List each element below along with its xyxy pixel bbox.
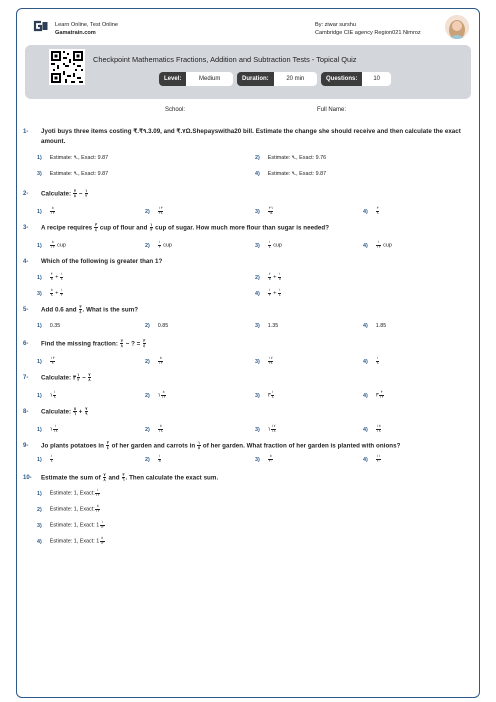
option-1[interactable]: 1) $\frac{٥}{١٢}$ cup bbox=[37, 240, 66, 249]
question-text: Calculate: $\frac{٧}{٨}$ − $\frac{١}{٢}$ bbox=[41, 188, 88, 199]
option-3[interactable]: 3) $\frac{١٧}{٢٤}$ bbox=[255, 356, 273, 365]
option-1[interactable]: 1) $\frac{١}{٤}$ bbox=[37, 454, 53, 463]
questions-badge bbox=[321, 72, 391, 86]
question-text: Jyoti buys three items costing ₹.₹٩.3.09, and ₹.٧Ω.Shepayswitha20 bill. Estimate the change she should receive and then calculate the exact amount. bbox=[41, 128, 461, 145]
option-1[interactable]: 1) Estimate: 1, Exact: $\frac{١}{١٢}$ bbox=[37, 488, 100, 497]
quiz-banner bbox=[25, 45, 471, 99]
option-2[interactable]: 2) Estimate: 1, Exact: $\frac{٥}{١٢}$ bbox=[37, 504, 100, 513]
school-field[interactable]: School: bbox=[165, 107, 186, 113]
duration-label: Duration: bbox=[237, 72, 274, 86]
full-name-field[interactable]: Full Name: bbox=[317, 107, 347, 113]
option-3[interactable]: 3) 1.35 bbox=[255, 323, 279, 329]
option-4[interactable]: 4) 1.85 bbox=[363, 323, 387, 329]
option-3[interactable]: 3) Estimate: ٩., Exact: 9.87 bbox=[37, 171, 109, 177]
author-info bbox=[315, 21, 421, 37]
site-tagline: Learn Online, Test Online bbox=[55, 22, 119, 28]
author-avatar bbox=[445, 15, 469, 39]
option-4[interactable]: 4) $\frac{٣}{٨}$ bbox=[363, 206, 379, 215]
question-text: Add 0.6 and $\frac{٣}{٤}$ . What is the sum? bbox=[41, 304, 139, 315]
option-4[interactable]: 4) Estimate: 1, Exact: 1 $\frac{٥}{١٢}$ bbox=[37, 536, 105, 545]
option-2[interactable]: 2) Estimate: ٩., Exact: 9.76 bbox=[255, 155, 327, 161]
qr-code-icon[interactable] bbox=[49, 49, 85, 85]
option-1[interactable]: 1) $\frac{٥}{١٢}$ bbox=[37, 206, 55, 215]
avatar-icon bbox=[445, 15, 469, 39]
author-name: By: ziwar surshu bbox=[315, 22, 357, 28]
option-4[interactable]: 4) $\frac{١}{٨}$ bbox=[363, 356, 379, 365]
question-text: Estimate the sum of $\frac{٧}{٨}$ and $\frac{٣}{٦}$ . Then calculate the exact sum. bbox=[41, 472, 219, 483]
option-2[interactable]: 2) $\frac{٢}{٥}$ + $\frac{١}{٥}$ bbox=[255, 272, 281, 281]
option-4[interactable]: 4) $\frac{١١}{٢٠}$ bbox=[363, 454, 381, 463]
question-number: 9- bbox=[23, 443, 29, 449]
option-2[interactable]: 2) $\frac{١}{٢}$ cup bbox=[145, 240, 172, 249]
page-header bbox=[17, 9, 479, 43]
quiz-title: Checkpoint Mathematics Fractions, Addition and Subtraction Tests - Topical Quiz bbox=[93, 55, 357, 64]
option-4[interactable]: 4) $\frac{١}{٣}$ + $\frac{١}{٤}$ bbox=[255, 288, 281, 297]
question-number: 6- bbox=[23, 341, 29, 347]
worksheet-page bbox=[16, 8, 480, 698]
gamatrain-logo-icon bbox=[31, 19, 49, 33]
level-value: Medium bbox=[186, 72, 233, 86]
option-1[interactable]: 1) $\frac{٣}{٥}$ + $\frac{١}{٤}$ bbox=[37, 272, 63, 281]
option-4[interactable]: 4) $\frac{١}{١٢}$ cup bbox=[363, 240, 392, 249]
option-2[interactable]: 2) $\frac{١٣}{٢٤}$ bbox=[145, 206, 163, 215]
question-text: Calculate: $\frac{٥}{٦}$ + $\frac{٧}{٩}$ bbox=[41, 406, 88, 417]
option-1[interactable]: 1) $\frac{١٣}{٨}$ bbox=[37, 356, 55, 365]
option-1[interactable]: 1) ١ $\frac{١}{٨}$ bbox=[37, 390, 56, 399]
option-3[interactable]: 3) $\frac{١}{٤}$ cup bbox=[255, 240, 282, 249]
option-2[interactable]: 2) 0.85 bbox=[145, 323, 169, 329]
question-text: Which of the following is greater than 1? bbox=[41, 258, 163, 265]
question-number: 4- bbox=[23, 259, 29, 265]
question-text: A recipe requires $\frac{٣}{٤}$ cup of flour and $\frac{١}{٣}$ cup of sugar. How much more flour than sugar is needed? bbox=[41, 222, 330, 233]
question-number: 2- bbox=[23, 191, 29, 197]
question-number: 1- bbox=[23, 129, 29, 135]
option-1[interactable]: 1) 0.35 bbox=[37, 323, 61, 329]
question-number: 5- bbox=[23, 307, 29, 313]
option-3[interactable]: 3) $\frac{٣٦}{٦٤}$ bbox=[255, 206, 273, 215]
option-3[interactable]: 3) Estimate: 1, Exact: 1 $\frac{١}{١٢}$ bbox=[37, 520, 105, 529]
option-3[interactable]: 3) ١ $\frac{١٧}{١٨}$ bbox=[255, 424, 276, 433]
option-4[interactable]: 4) Estimate: ٩., Exact: 9.87 bbox=[255, 171, 327, 177]
option-3[interactable]: 3) $\frac{٥}{٨}$ + $\frac{١}{٢}$ bbox=[37, 288, 63, 297]
site-link[interactable]: Gamatrain.com bbox=[55, 30, 96, 36]
option-2[interactable]: 2) $\frac{٥}{١٢}$ bbox=[145, 356, 163, 365]
duration-badge bbox=[237, 72, 317, 86]
question-number: 3- bbox=[23, 225, 29, 231]
option-2[interactable]: 2) $\frac{٥}{١٨}$ bbox=[145, 424, 163, 433]
option-4[interactable]: 4) ٣ $\frac{٣}{١٢}$ bbox=[363, 390, 384, 399]
option-4[interactable]: 4) $\frac{١٥}{١٨}$ bbox=[363, 424, 381, 433]
questions-label: Questions: bbox=[321, 72, 362, 86]
questions-value: 10 bbox=[362, 72, 391, 86]
duration-value: 20 min bbox=[274, 72, 317, 86]
level-badge bbox=[159, 72, 233, 86]
option-3[interactable]: 3) $\frac{٥}{٢٠}$ bbox=[255, 454, 273, 463]
option-1[interactable]: 1) ١ $\frac{١}{١٨}$ bbox=[37, 424, 58, 433]
option-1[interactable]: 1) Estimate: ٩., Exact: 9.87 bbox=[37, 155, 109, 161]
question-number: 10- bbox=[23, 475, 32, 481]
site-info bbox=[55, 21, 118, 37]
question-text: Find the missing fraction: $\frac{٧}{٨}$ − ? = $\frac{٣}{٤}$ bbox=[41, 338, 146, 349]
question-text: Calculate: ٣ $\frac{١}{٢}$ − $\frac{٧}{٨}$ bbox=[41, 372, 91, 383]
question-number: 7- bbox=[23, 375, 29, 381]
option-3[interactable]: 3) ٣ $\frac{١}{٨}$ bbox=[255, 390, 274, 399]
question-number: 8- bbox=[23, 409, 29, 415]
level-label: Level: bbox=[159, 72, 186, 86]
author-affiliation: Cambridge CIE agency Region021 Nimroz bbox=[315, 30, 421, 36]
option-2[interactable]: 2) ١ $\frac{٥}{١٢}$ bbox=[145, 390, 166, 399]
question-text: Jo plants potatoes in $\frac{٣}{٤}$ of her garden and carrots in $\frac{١}{٥}$ of her garden. What fraction of her garden is planted with onions? bbox=[41, 440, 401, 451]
option-2[interactable]: 2) $\frac{١}{٥}$ bbox=[145, 454, 161, 463]
